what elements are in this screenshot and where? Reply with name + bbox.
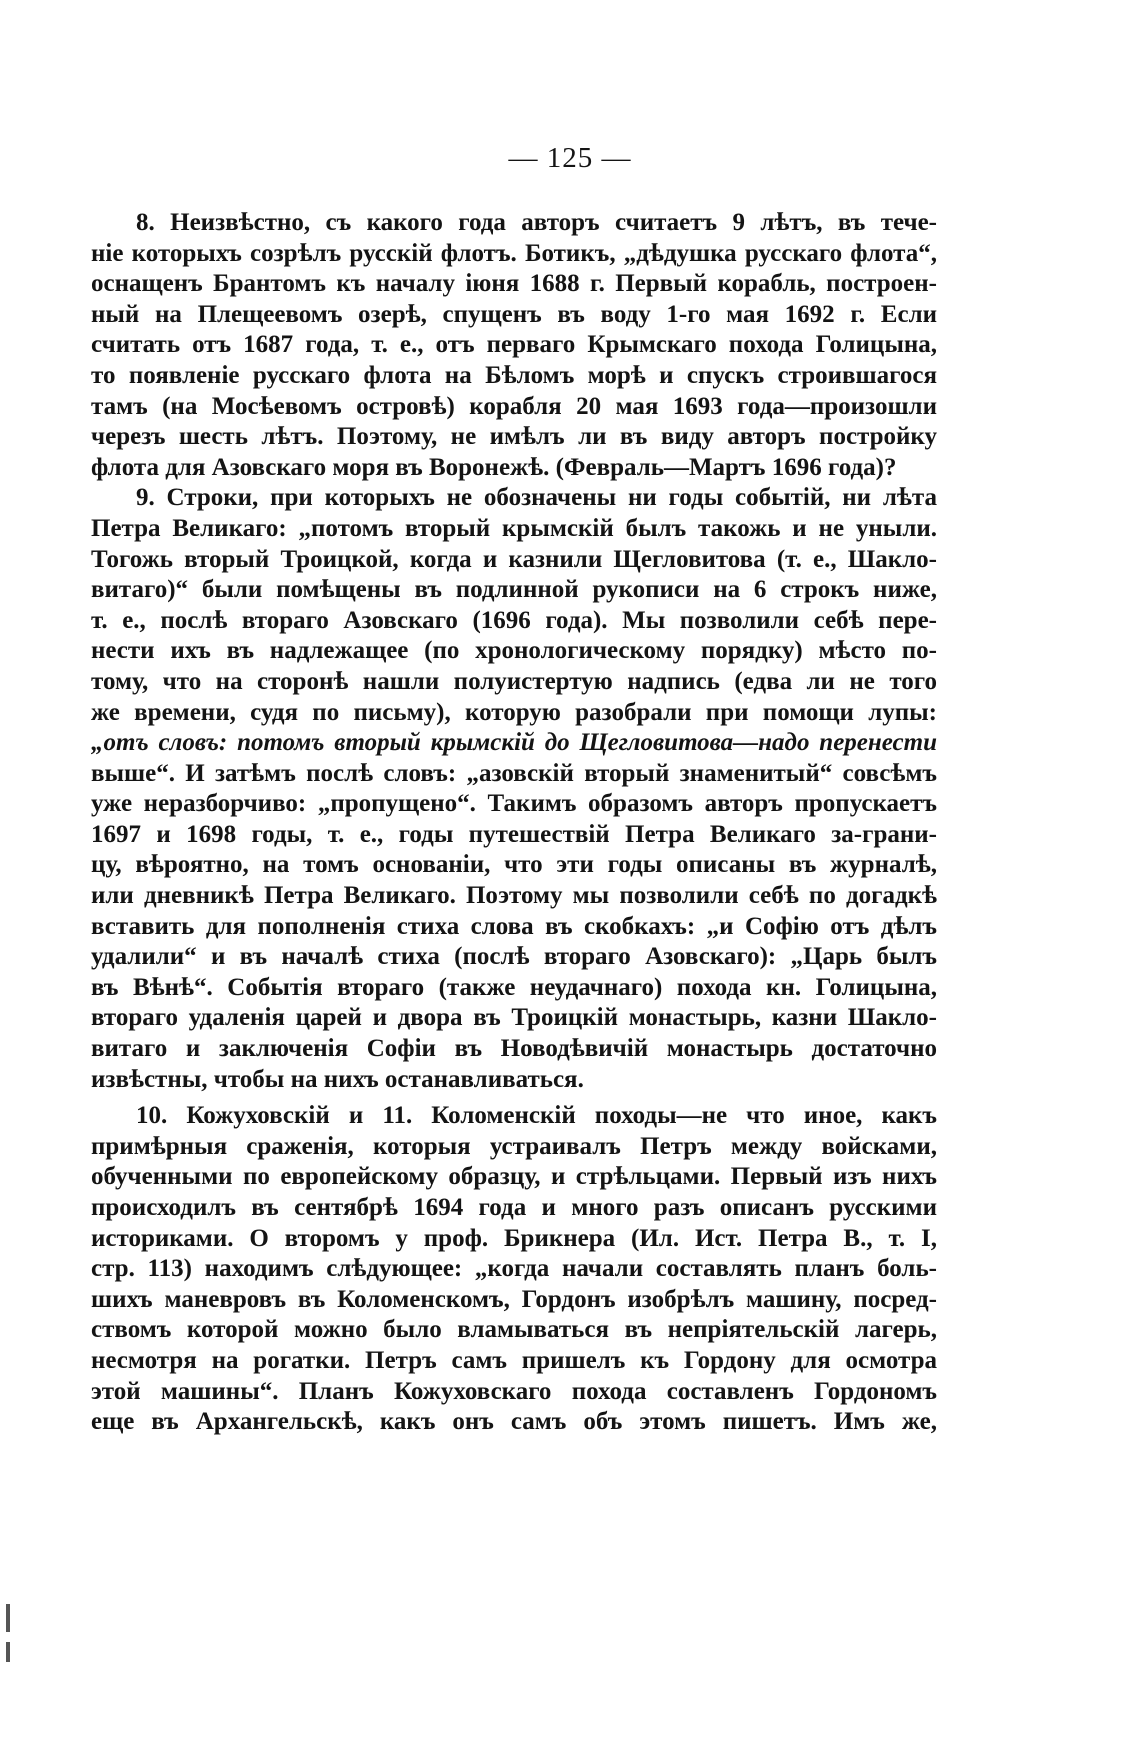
text-line: черезъ шесть лѣтъ. Поэтому, не имѣлъ ли въ виду авторъ постройку [91,423,937,451]
text-line: считать отъ 1687 года, т. е., отъ перваго Крымскаго похода Голицына, [91,331,937,359]
text-line: или дневникѣ Петра Великаго. Поэтому мы позволили себѣ по догадкѣ [91,882,937,910]
text-line: 9. Строки, при которыхъ не обозначены ни годы событій, ни лѣта [136,484,937,512]
text-line: втораго удаленія царей и двора въ Троицкій монастырь, казни Шакло- [91,1004,937,1032]
text-line: витаго и заключенія Софіи въ Новодѣвичій монастырь достаточно [91,1035,937,1063]
page-text [91,208,937,1438]
text-line: оснащенъ Брантомъ къ началу іюня 1688 г. Первый корабль, построен- [91,270,937,298]
text-line: еще въ Архангельскѣ, какъ онъ самъ объ этомъ пишетъ. Имъ же, [91,1408,937,1436]
text-line: 8. Неизвѣстно, съ какого года авторъ считаетъ 9 лѣтъ, въ тече- [136,209,937,236]
text-line: вставить для пополненія стиха слова въ скобкахъ: „и Софію отъ дѣлъ [91,912,937,940]
text-line: удалили“ и въ началѣ стиха (послѣ втораго Азовскаго): „Царь былъ [91,943,937,971]
text-line: несмотря на рогатки. Петръ самъ пришелъ къ Гордону для осмотра [91,1346,937,1374]
text-line: выше“. И затѣмъ послѣ словъ: „азовскій вторый знаменитый“ совсѣмъ [91,759,937,787]
text-line: Тогожь вторый Троицкой, когда и казнили Щегловитова (т. е., Шакло- [91,545,937,573]
text-line: ный на Плещеевомъ озерѣ, спущенъ въ воду 1-го мая 1692 г. Если [91,300,937,328]
text-line: этой машины“. Планъ Кожуховскаго похода составленъ Гордономъ [91,1377,937,1405]
text-line: ніе которыхъ созрѣлъ русскій флотъ. Ботикъ, „дѣдушка русскаго флота“, [91,239,937,267]
paragraph-10 [91,1101,937,1438]
text-line: историками. О второмъ у проф. Брикнера (Ил. Ист. Петра В., т. I, [91,1224,937,1252]
paragraph-8 [91,208,937,483]
text-line: т. е., послѣ втораго Азовскаго (1696 года). Мы позволили себѣ пере- [91,606,937,634]
text-line: происходилъ въ сентябрѣ 1694 года и много разъ описанъ русскими [91,1194,937,1221]
scan-margin-mark [6,1642,10,1662]
text-line: тамъ (на Мосѣевомъ островѣ) корабля 20 мая 1693 года—произошли [91,392,937,420]
text-line: въ Вѣнѣ“. Событія втораго (также неудачнаго) похода кн. Голицына, [91,973,937,1001]
text-line: извѣстны, чтобы на нихъ останавливаться. [91,1065,584,1093]
scan-margin-mark [6,1604,10,1632]
text-line: обученными по европейскому образцу, и стрѣльцами. Первый изъ нихъ [91,1163,937,1191]
text-line: нести ихъ въ надлежащее (по хронологическому порядку) мѣсто по- [91,637,937,665]
text-line: флота для Азовскаго моря въ Воронежѣ. (Февраль—Мартъ 1696 года)? [91,453,897,481]
text-line: „отъ словъ: потомъ вторый крымскій до Щегловитова—надо перенести [91,729,937,757]
text-line: примѣрныя сраженія, которыя устраивалъ Петръ между войсками, [91,1132,937,1160]
text-line: то появленіе русскаго флота на Бѣломъ морѣ и спускъ строившагося [91,361,937,389]
text-line: же времени, судя по письму), которую разобрали при помощи лупы: [91,698,937,726]
page-number: — 125 — [508,142,632,174]
paragraph-9 [91,483,937,1095]
text-line: шихъ маневровъ въ Коломенскомъ, Гордонъ изобрѣлъ машину, посред- [91,1285,937,1313]
text-line: 1697 и 1698 годы, т. е., годы путешествій Петра Великаго за-грани- [91,820,937,848]
text-line: цу, вѣроятно, на томъ основаніи, что эти годы описаны въ журналѣ, [91,851,937,879]
text-line: витаго)“ были помѣщены въ подлинной рукописи на 6 строкъ ниже, [91,576,937,604]
text-line: Петра Великаго: „потомъ вторый крымскій былъ такожь и не уныли. [91,514,937,542]
text-line: тому, что на сторонѣ нашли полуистертую надпись (едва ли не того [91,667,937,695]
text-line: ствомъ которой можно было вламываться въ непріятельскій лагерь, [91,1316,937,1344]
text-line: 10. Кожуховскій и 11. Коломенскій походы—не что иное, какъ [136,1102,937,1130]
text-line: стр. 113) находимъ слѣдующее: „когда начали составлять планъ боль- [91,1255,937,1283]
text-line: уже неразборчиво: „пропущено“. Такимъ образомъ авторъ пропускаетъ [91,790,937,818]
